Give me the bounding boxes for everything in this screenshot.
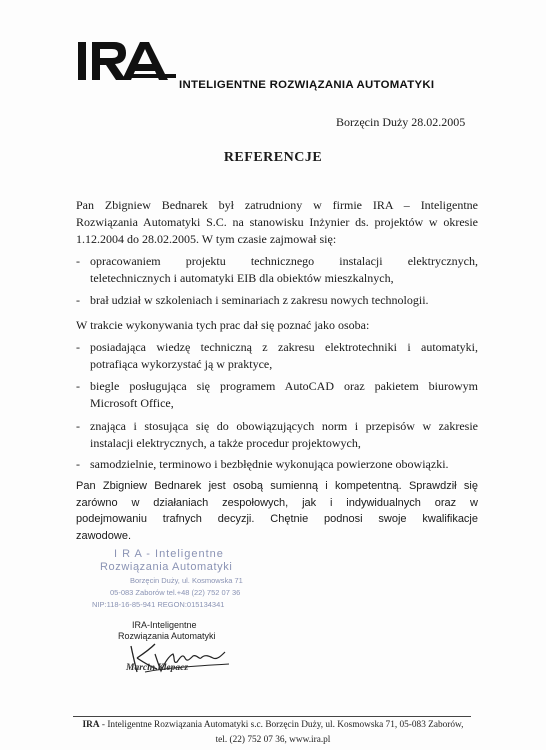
closing-line: zarówno w działaniach zespołowych, jak i indywidualnych oraz w	[76, 496, 478, 509]
list-item	[76, 456, 478, 473]
list-item	[76, 378, 478, 412]
qualities-intro	[76, 317, 478, 334]
list-item-line: posiadająca wiedzę techniczną z zakresu elektrotechniki i automatyki,	[90, 340, 478, 354]
signature-stamp-line: Rozwiązania Automatyki	[118, 631, 216, 641]
intro-line: Pan Zbigniew Bednarek był zatrudniony w firmie IRA – Inteligentne	[76, 198, 478, 212]
stamp-line: I R A - Inteligentne	[114, 548, 224, 560]
list-item-line: teletechnicznych i automatyki EIB dla obiektów mieszkalnych,	[90, 271, 394, 285]
stamp-line: NIP:118-16-85-941 REGON:015134341	[92, 600, 225, 609]
footer-address-text: - Inteligentne Rozwiązania Automatyki s.c. Borzęcin Duży, ul. Kosmowska 71, 05-083 Zaborów,	[99, 720, 464, 730]
closing-line: podejmowaniu trafnych decyzji. Chętnie podnosi swoje kwalifikacje	[76, 513, 478, 525]
footer-divider	[73, 716, 471, 717]
list-item	[76, 292, 478, 309]
bullet-dash: -	[76, 419, 80, 433]
list-item	[76, 253, 478, 287]
stamp-line: Borzęcin Duży, ul. Kosmowska 71	[130, 576, 243, 585]
closing-line: Pan Zbigniew Bednarek jest osobą sumienną i kompetentną. Sprawdził się	[76, 480, 478, 492]
stamp-line: Rozwiązania Automatyki	[100, 561, 233, 573]
list-item-line: instalacji elektrycznych, a także procedur projektowych,	[90, 436, 361, 450]
list-item-line: opracowaniem projektu technicznego instalacji elektrycznych,	[90, 254, 478, 268]
bullet-dash: -	[76, 457, 80, 471]
closing-paragraph	[76, 478, 478, 544]
list-item-line: samodzielnie, terminowo i bezbłędnie wykonująca powierzone obowiązki.	[90, 457, 449, 471]
handwritten-signature	[125, 642, 235, 681]
closing-line: zawodowe.	[76, 529, 132, 542]
list-item-line: biegle posługująca się programem AutoCAD oraz pakietem biurowym	[90, 379, 478, 393]
ira-logo-mark	[78, 40, 178, 82]
stamp-line: 05-083 Zaborów tel.+48 (22) 752 07 36	[110, 588, 241, 597]
signature-stamp-line: IRA-Inteligentne	[132, 620, 197, 630]
footer-address	[0, 720, 546, 730]
bullet-dash: -	[76, 379, 80, 393]
bullet-dash: -	[76, 293, 80, 307]
signatory-name: Marcin Klepacz	[126, 663, 189, 673]
bullet-dash: -	[76, 340, 80, 354]
bullet-dash: -	[76, 254, 80, 268]
qualities-intro-text: W trakcie wykonywania tych prac dał się poznać jako osoba:	[76, 318, 370, 332]
intro-line: Rozwiązania Automatyki S.C. na stanowisku Inżynier ds. projektów w okresie	[76, 215, 478, 229]
list-item-line: brał udział w szkoleniach i seminariach z zakresu nowych technologii.	[90, 293, 429, 307]
footer-contact: tel. (22) 752 07 36, www.ira.pl	[215, 735, 331, 745]
company-name: INTELIGENTNE ROZWIĄZANIA AUTOMATYKI	[179, 79, 435, 91]
list-item-line: znająca i stosująca się do obowiązujących norm i przepisów w zakresie	[90, 419, 478, 433]
list-item	[76, 418, 478, 452]
intro-paragraph	[76, 197, 478, 248]
letter-title: REFERENCJE	[223, 150, 323, 165]
footer-brand: IRA	[82, 720, 100, 730]
list-item	[76, 339, 478, 373]
list-item-line: Microsoft Office,	[90, 396, 174, 410]
intro-line: 1.12.2004 do 28.02.2005. W tym czasie zajmował się:	[76, 232, 337, 246]
letter-date: Borzęcin Duży 28.02.2005	[336, 115, 466, 129]
ira-logo	[78, 40, 178, 87]
list-item-line: potrafiąca wykorzystać ją w praktyce,	[90, 357, 273, 371]
